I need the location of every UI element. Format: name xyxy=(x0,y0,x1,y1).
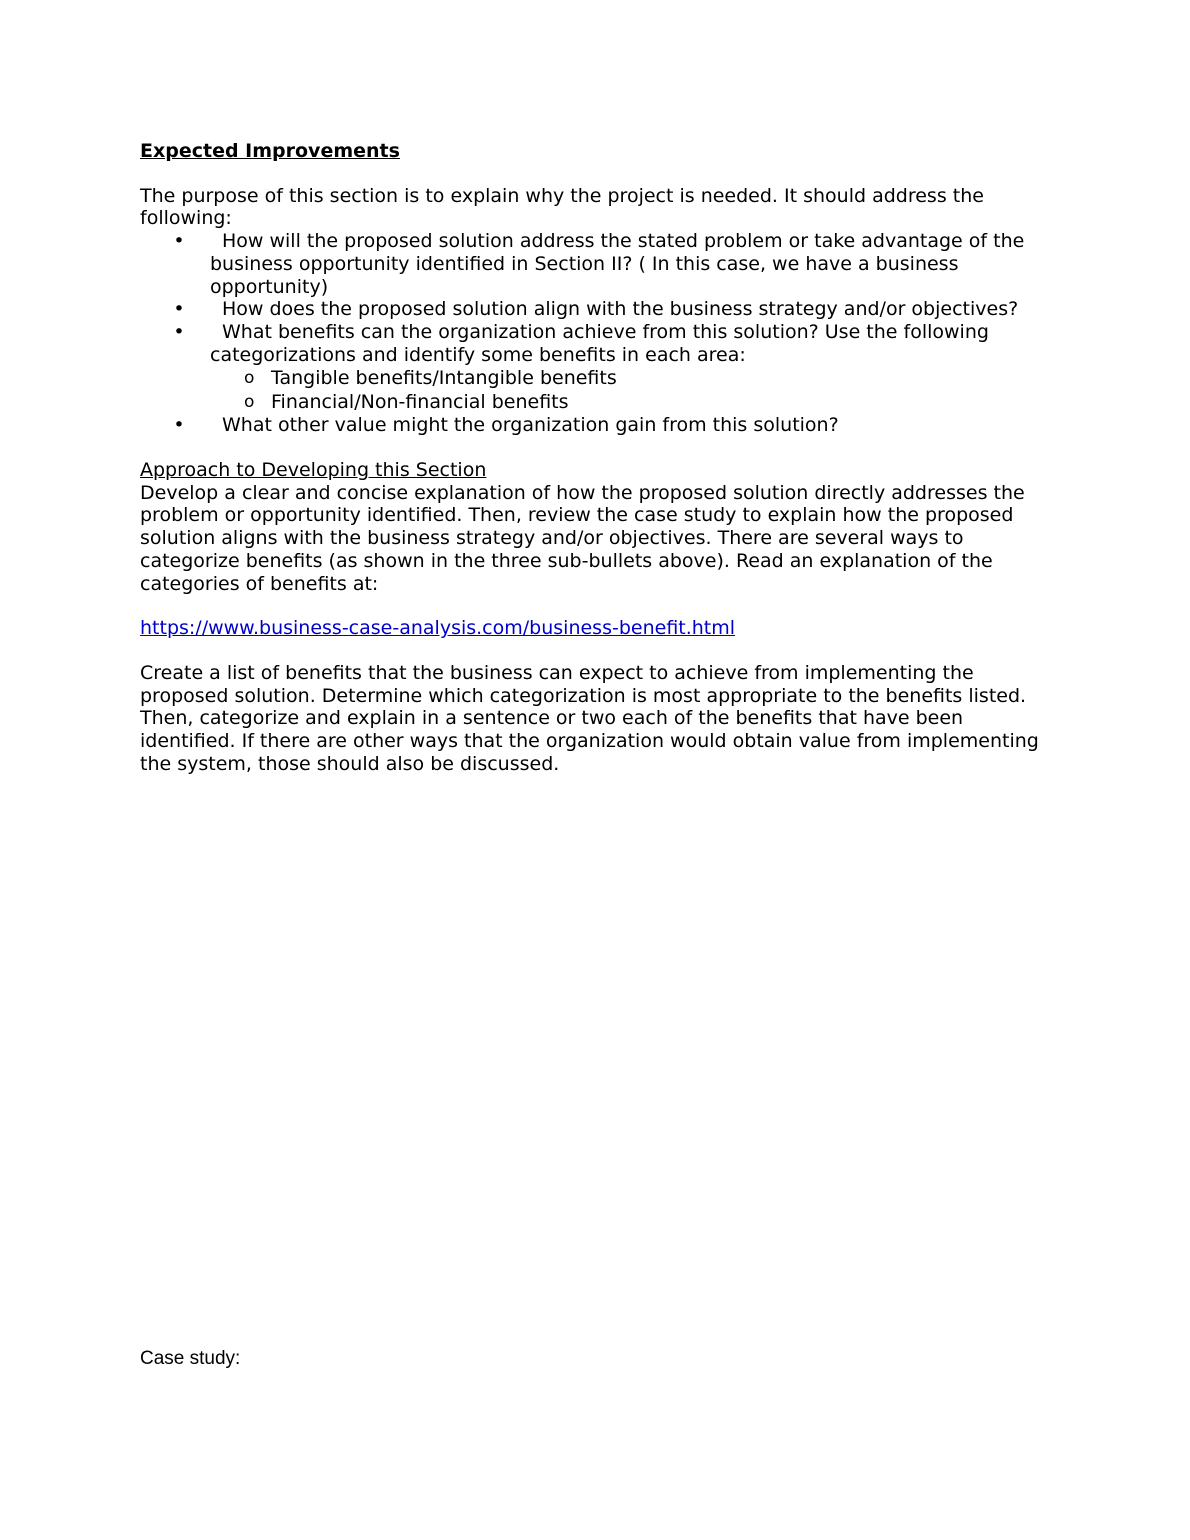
list-item-text: How does the proposed solution align with the business strategy and/or objectives? xyxy=(222,298,1019,321)
requirements-list xyxy=(140,230,1052,437)
bullet-icon: • xyxy=(173,298,185,321)
sub-list-item-text: Tangible benefits/Intangible benefits xyxy=(271,367,617,390)
sub-bullet-icon: o xyxy=(244,368,255,389)
benefit-categories-list xyxy=(210,366,1052,414)
sub-list-item-text: Financial/Non-financial benefits xyxy=(271,391,569,414)
document-body xyxy=(140,140,1052,775)
list-item xyxy=(140,298,1052,321)
list-item-text: What benefits can the organization achieve from this solution? Use the following categorizations and identify some benefits in each area: xyxy=(210,320,989,366)
section-intro: The purpose of this section is to explain why the project is needed. It should address the following: xyxy=(140,184,984,230)
bullet-icon: • xyxy=(173,320,185,343)
spacer xyxy=(140,595,1052,617)
bullet-icon: • xyxy=(173,414,185,437)
sub-bullet-icon: o xyxy=(244,392,255,413)
spacer xyxy=(140,437,1052,459)
list-item xyxy=(140,321,1052,414)
bullet-icon: • xyxy=(173,230,185,253)
spacer xyxy=(140,640,1052,662)
sub-list-item xyxy=(210,390,1052,414)
benefits-link[interactable]: https://www.business-case-analysis.com/business-benefit.html xyxy=(140,617,736,640)
approach-closing: Create a list of benefits that the business can expect to achieve from implementing the proposed solution. Determine which categorization is most appropriate to the benefits listed. Then, categorize and explain in a sentence or two each of the benefits that have been identified. If there are other ways that the organization would obtain value from implementing the system, those should also be discussed. xyxy=(140,661,1039,775)
sub-list-item xyxy=(210,366,1052,390)
list-item-text: What other value might the organization gain from this solution? xyxy=(222,414,839,437)
list-item xyxy=(140,230,1052,298)
list-item-text: How will the proposed solution address the stated problem or take advantage of the business opportunity identified in Section II? ( In this case, we have a business opportunity) xyxy=(210,230,1025,298)
list-item xyxy=(140,414,1052,437)
case-study-label: Case study: xyxy=(140,1348,241,1369)
approach-heading: Approach to Developing this Section xyxy=(140,459,487,482)
approach-body: Develop a clear and concise explanation of how the proposed solution directly addresses the problem or opportunity identified. Then, review the case study to explain how the proposed solution aligns with the business strategy and/or objectives. There are several ways to categorize benefits (as shown in the three sub-bullets above). Read an explanation of the categories of benefits at: xyxy=(140,481,1025,595)
section-heading: Expected Improvements xyxy=(140,140,400,162)
